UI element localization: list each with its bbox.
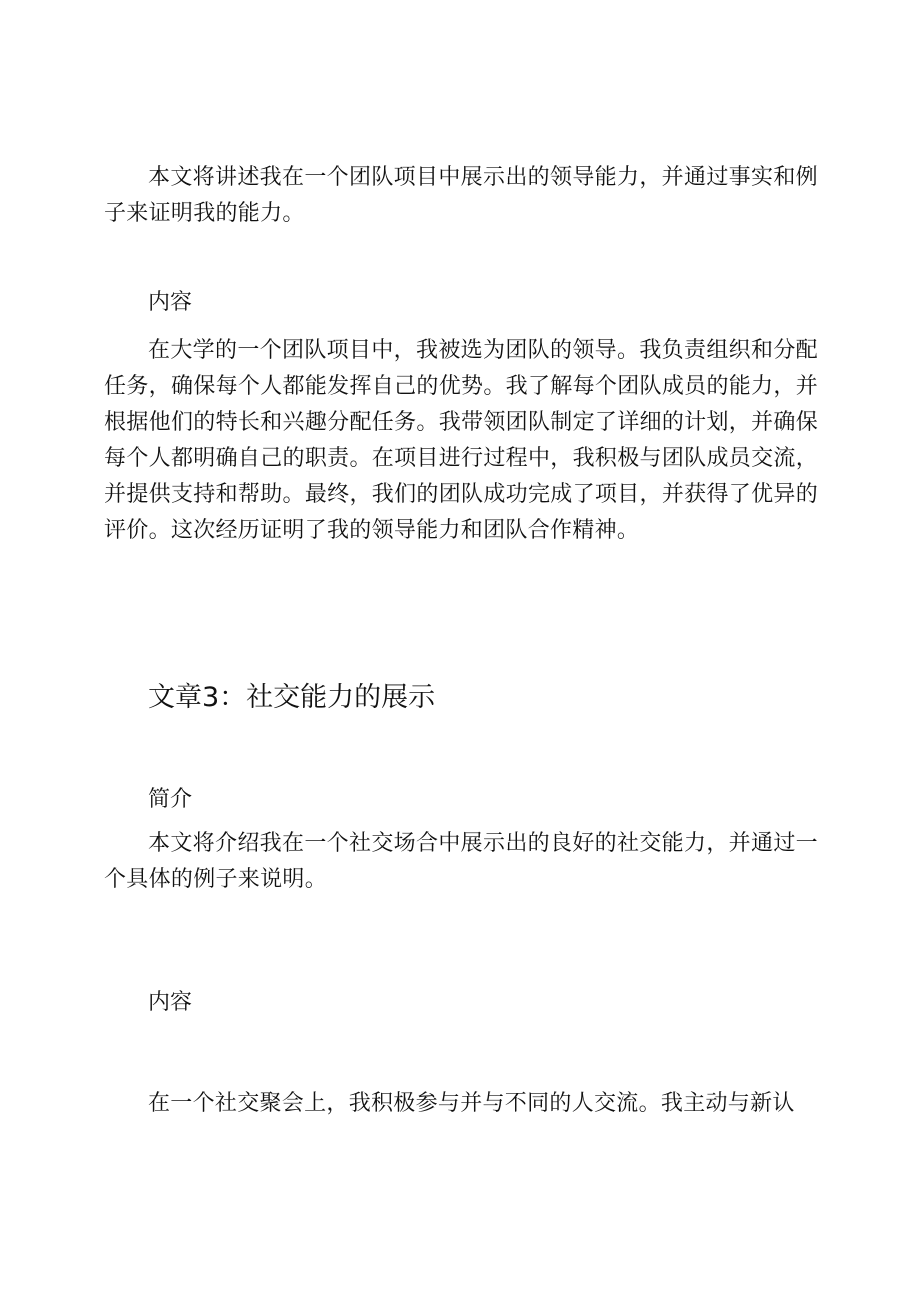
intro-paragraph-1 [104, 160, 818, 232]
heading-text: 内容 [148, 290, 193, 315]
paragraph-text: 本文将介绍我在一个社交场合中展示出的良好的社交能力，并通过一个具体的例子来说明。 [104, 831, 818, 892]
section-heading-content-2 [104, 988, 818, 1018]
heading-text: 内容 [148, 990, 193, 1015]
section-heading-intro [104, 785, 818, 815]
paragraph-text: 本文将讲述我在一个团队项目中展示出的领导能力，并通过事实和例子来证明我的能力。 [104, 165, 818, 226]
paragraph-text: 在大学的一个团队项目中，我被选为团队的领导。我负责组织和分配任务，确保每个人都能发挥自己的优势。我了解每个团队成员的能力，并根据他们的特长和兴趣分配任务。我带领团队制定了详细的计划，并确保每个人都明确自己的职责。在项目进行过程中，我积极与团队成员交流，并提供支持和帮助。最终，我们的团队成功完成了项目，并获得了优异的评价。这次经历证明了我的领导能力和团队合作精神。 [104, 338, 818, 543]
section-heading-content-1 [104, 288, 818, 318]
intro-paragraph-2 [104, 826, 818, 898]
article-3-title [104, 680, 818, 716]
paragraph-text: 在一个社交聚会上，我积极参与并与不同的人交流。我主动与新认 [148, 1091, 795, 1116]
content-paragraph-1 [104, 333, 818, 549]
content-paragraph-2 [104, 1086, 818, 1122]
heading-text: 简介 [148, 787, 193, 812]
title-text: 文章3：社交能力的展示 [148, 682, 436, 713]
